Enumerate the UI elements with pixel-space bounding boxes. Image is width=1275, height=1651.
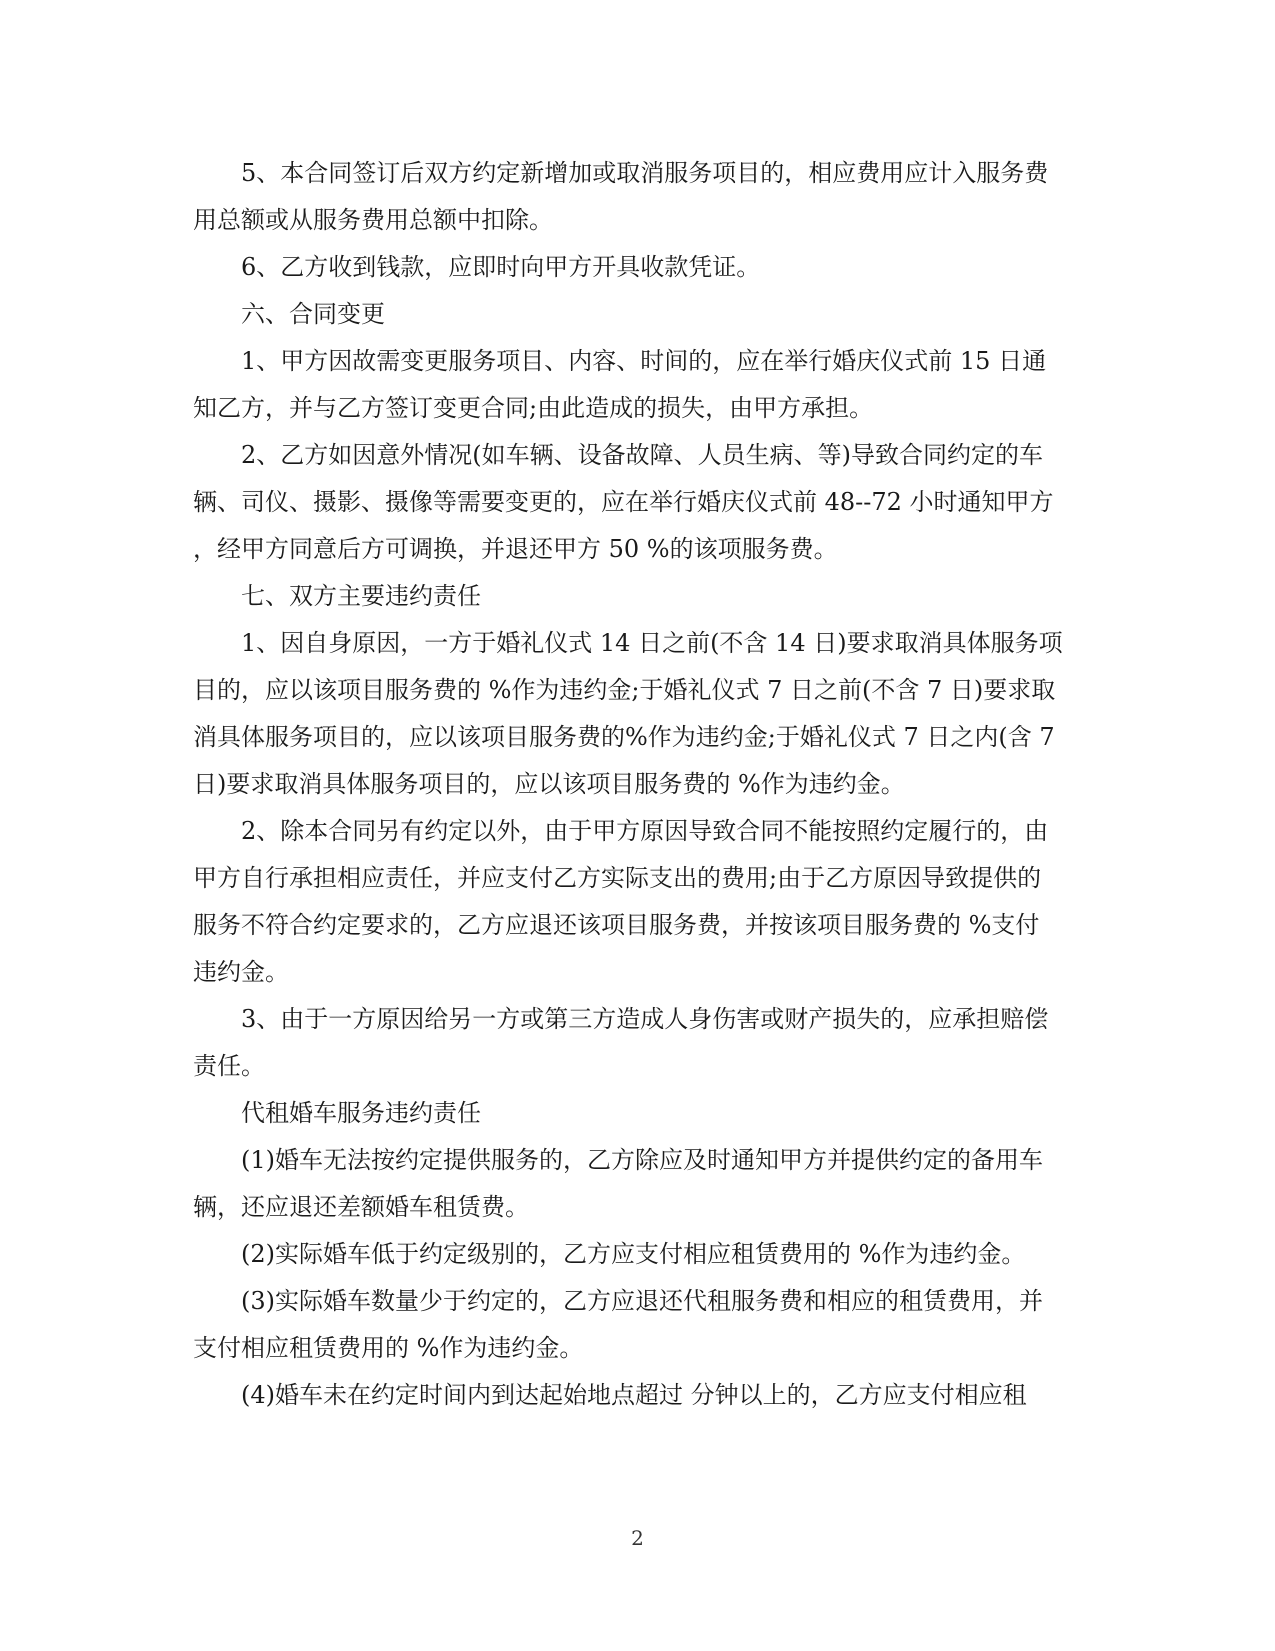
text-line: 代租婚车服务违约责任 (241, 1099, 481, 1127)
text-line: 用总额或从服务费用总额中扣除。 (193, 206, 553, 234)
text-line: 消具体服务项目的，应以该项目服务费的%作为违约金;于婚礼仪式 7 日之内(含 7 (193, 723, 1055, 751)
text-line: 日)要求取消具体服务项目的，应以该项目服务费的 %作为违约金。 (193, 770, 905, 798)
text-line: 2、乙方如因意外情况(如车辆、设备故障、人员生病、等)导致合同约定的车 (241, 441, 1043, 469)
text-line: 6、乙方收到钱款，应即时向甲方开具收款凭证。 (241, 253, 761, 281)
text-line: 甲方自行承担相应责任，并应支付乙方实际支出的费用;由于乙方原因导致提供的 (193, 864, 1042, 892)
text-line: (2)实际婚车低于约定级别的，乙方应支付相应租赁费用的 %作为违约金。 (241, 1240, 1026, 1268)
text-line: 1、甲方因故需变更服务项目、内容、时间的，应在举行婚庆仪式前 15 日通 (241, 347, 1047, 375)
document-body (193, 150, 1083, 1419)
text-line: 七、双方主要违约责任 (241, 582, 481, 610)
text-line: 服务不符合约定要求的，乙方应退还该项目服务费，并按该项目服务费的 %支付 (193, 911, 1040, 939)
text-line: (1)婚车无法按约定提供服务的，乙方除应及时通知甲方并提供约定的备用车 (241, 1146, 1043, 1174)
text-line: 知乙方，并与乙方签订变更合同;由此造成的损失，由甲方承担。 (193, 394, 874, 422)
text-line: 六、合同变更 (241, 300, 385, 328)
page-number: 2 (631, 1526, 644, 1550)
text-line: 违约金。 (193, 958, 289, 986)
text-line: 责任。 (193, 1052, 265, 1080)
text-line: 支付相应租赁费用的 %作为违约金。 (193, 1334, 584, 1362)
text-line: (3)实际婚车数量少于约定的，乙方应退还代租服务费和相应的租赁费用，并 (241, 1287, 1043, 1315)
text-line: 1、因自身原因，一方于婚礼仪式 14 日之前(不含 14 日)要求取消具体服务项 (241, 629, 1063, 657)
text-line: 3、由于一方原因给另一方或第三方造成人身伤害或财产损失的，应承担赔偿 (241, 1005, 1049, 1033)
text-line: 辆、司仪、摄影、摄像等需要变更的，应在举行婚庆仪式前 48--72 小时通知甲方 (193, 488, 1054, 516)
text-line: ，经甲方同意后方可调换，并退还甲方 50 %的该项服务费。 (193, 535, 838, 563)
text-line: 辆，还应退还差额婚车租赁费。 (193, 1193, 529, 1221)
text-line: 目的，应以该项目服务费的 %作为违约金;于婚礼仪式 7 日之前(不含 7 日)要求取 (193, 676, 1056, 704)
text-line: 2、除本合同另有约定以外，由于甲方原因导致合同不能按照约定履行的，由 (241, 817, 1049, 845)
text-line: 5、本合同签订后双方约定新增加或取消服务项目的，相应费用应计入服务费 (241, 159, 1049, 187)
text-line: (4)婚车未在约定时间内到达起始地点超过 分钟以上的，乙方应支付相应租 (241, 1381, 1027, 1409)
